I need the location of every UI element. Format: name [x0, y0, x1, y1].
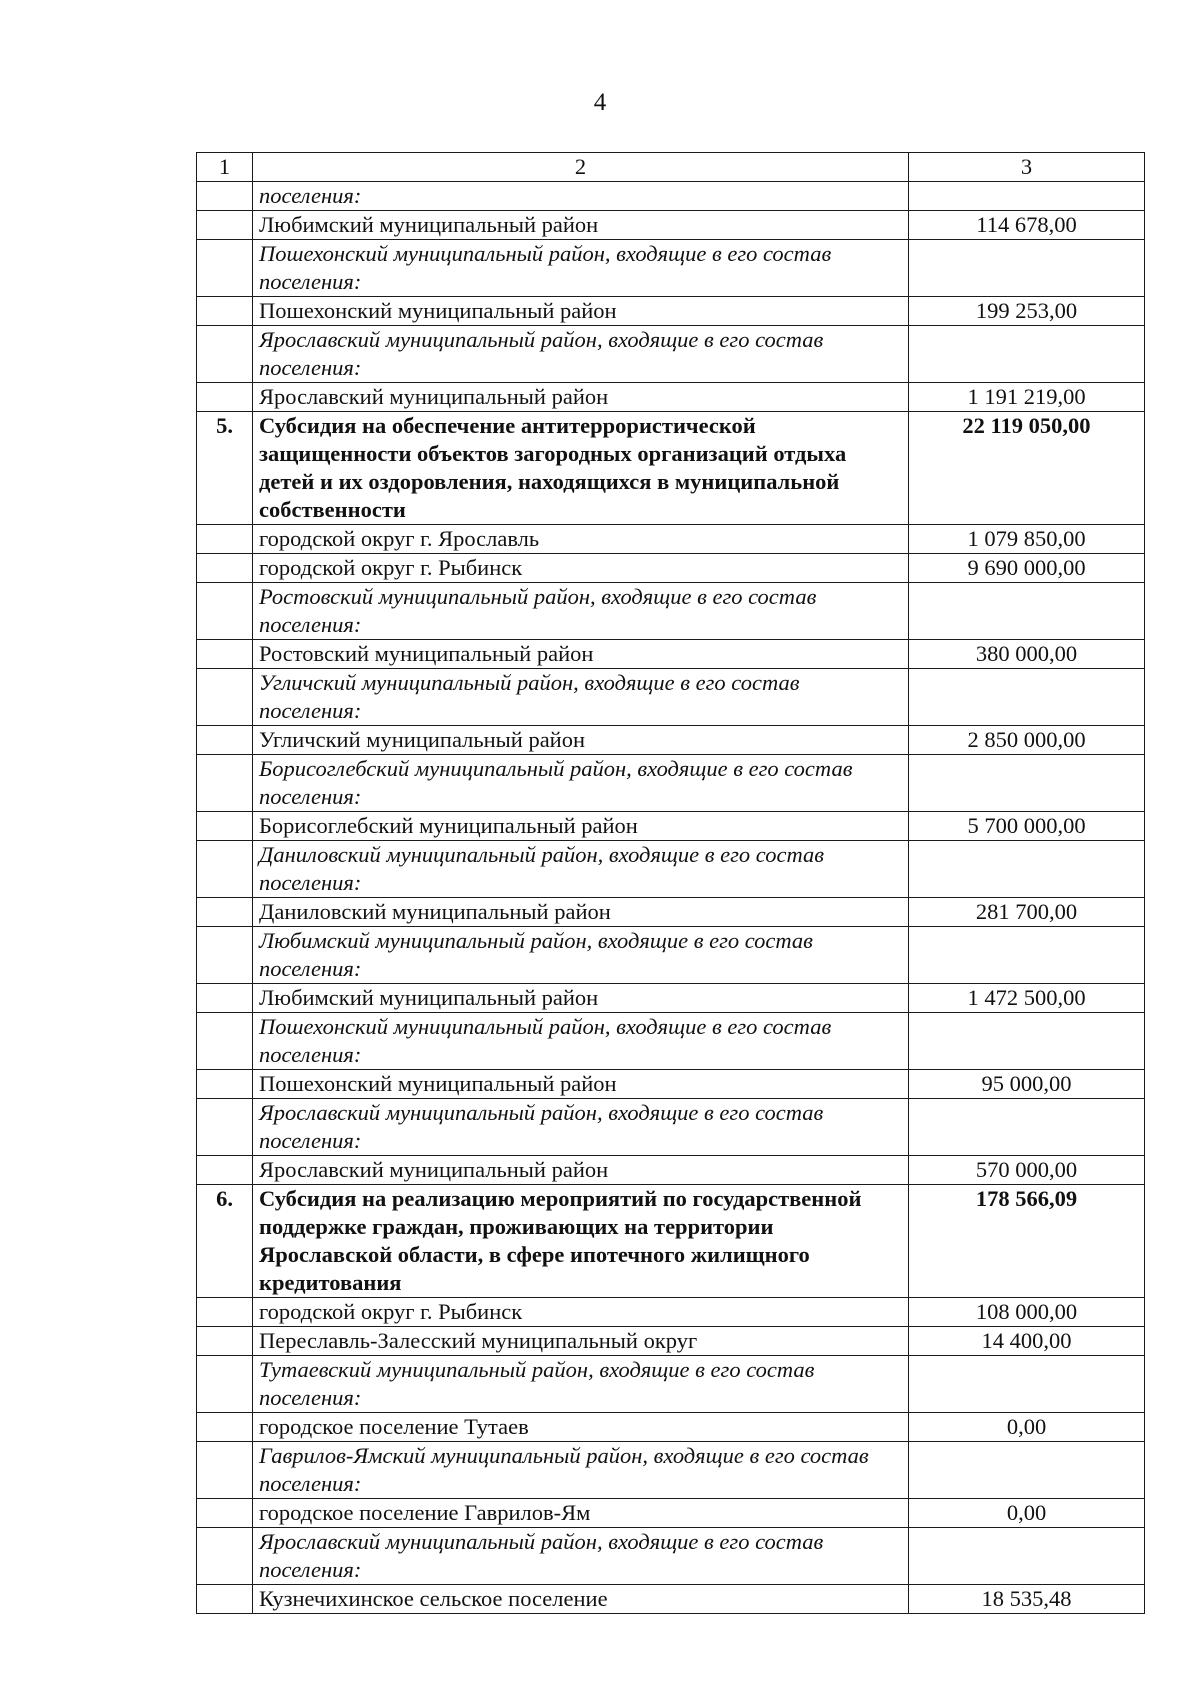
row-number	[197, 1070, 253, 1099]
row-number	[197, 211, 253, 240]
row-amount: 0,00	[909, 1499, 1145, 1528]
section-heading-row	[197, 1185, 1145, 1298]
group-caption-row	[197, 583, 1145, 640]
group-caption-row	[197, 669, 1145, 726]
row-number	[197, 640, 253, 669]
row-amount: 114 678,00	[909, 211, 1145, 240]
row-number	[197, 1413, 253, 1442]
row-name: Тутаевский муниципальный район, входящие в его состав поселения:	[253, 1356, 909, 1413]
row-number	[197, 525, 253, 554]
row-amount	[909, 1013, 1145, 1070]
row-amount: 1 472 500,00	[909, 984, 1145, 1013]
header-col-1: 1	[197, 153, 253, 182]
row-amount: 5 700 000,00	[909, 812, 1145, 841]
row-name: Ярославский муниципальный район, входящие в его состав поселения:	[253, 1099, 909, 1156]
row-amount: 9 690 000,00	[909, 554, 1145, 583]
row-name: Кузнечихинское сельское поселение	[253, 1585, 909, 1614]
row-amount	[909, 927, 1145, 984]
row-amount: 178 566,09	[909, 1185, 1145, 1298]
row-name: городской округ г. Рыбинск	[253, 554, 909, 583]
row-name: Даниловский муниципальный район	[253, 898, 909, 927]
row-number	[197, 1156, 253, 1185]
row-number	[197, 1585, 253, 1614]
row-amount	[909, 240, 1145, 297]
table-row	[197, 383, 1145, 412]
row-number	[197, 554, 253, 583]
row-amount: 22 119 050,00	[909, 412, 1145, 525]
row-amount: 1 079 850,00	[909, 525, 1145, 554]
table-row	[197, 1327, 1145, 1356]
table-header-row	[197, 153, 1145, 182]
group-caption-row	[197, 755, 1145, 812]
row-amount: 570 000,00	[909, 1156, 1145, 1185]
row-name: Субсидия на обеспечение антитеррористической защищенности объектов загородных организаций отдыха детей и их оздоровления, находящихся в муниципальной собственности	[253, 412, 909, 525]
row-name: городской округ г. Ярославль	[253, 525, 909, 554]
row-number	[197, 297, 253, 326]
row-number	[197, 1499, 253, 1528]
table-row	[197, 1156, 1145, 1185]
row-amount	[909, 326, 1145, 383]
row-name: Борисоглебский муниципальный район, входящие в его состав поселения:	[253, 755, 909, 812]
row-name: Ярославский муниципальный район, входящие в его состав поселения:	[253, 1528, 909, 1585]
group-caption-row	[197, 1356, 1145, 1413]
row-number	[197, 1442, 253, 1499]
row-number	[197, 812, 253, 841]
row-amount: 2 850 000,00	[909, 726, 1145, 755]
row-number	[197, 326, 253, 383]
row-name: Ростовский муниципальный район	[253, 640, 909, 669]
group-caption-row	[197, 1442, 1145, 1499]
group-caption-row	[197, 326, 1145, 383]
row-amount	[909, 182, 1145, 211]
table-row	[197, 812, 1145, 841]
row-name: Ярославский муниципальный район	[253, 1156, 909, 1185]
row-name: Угличский муниципальный район, входящие в его состав поселения:	[253, 669, 909, 726]
group-caption-row	[197, 927, 1145, 984]
row-name: городской округ г. Рыбинск	[253, 1298, 909, 1327]
row-number	[197, 1298, 253, 1327]
table-row	[197, 640, 1145, 669]
row-amount: 14 400,00	[909, 1327, 1145, 1356]
row-name: Любимский муниципальный район	[253, 984, 909, 1013]
row-name: Переславль-Залесский муниципальный округ	[253, 1327, 909, 1356]
row-number: 5.	[197, 412, 253, 525]
row-amount: 281 700,00	[909, 898, 1145, 927]
table-row	[197, 554, 1145, 583]
row-name: Ярославский муниципальный район, входящие в его состав поселения:	[253, 326, 909, 383]
row-amount	[909, 1099, 1145, 1156]
row-number	[197, 927, 253, 984]
row-name: Пошехонский муниципальный район	[253, 1070, 909, 1099]
group-caption-row	[197, 1528, 1145, 1585]
header-col-2: 2	[253, 153, 909, 182]
row-amount	[909, 841, 1145, 898]
row-number	[197, 669, 253, 726]
row-name: городское поселение Гаврилов-Ям	[253, 1499, 909, 1528]
row-number	[197, 1528, 253, 1585]
table-row	[197, 211, 1145, 240]
row-number	[197, 240, 253, 297]
row-amount	[909, 669, 1145, 726]
row-amount: 1 191 219,00	[909, 383, 1145, 412]
row-amount: 108 000,00	[909, 1298, 1145, 1327]
row-number	[197, 182, 253, 211]
page-number: 4	[593, 89, 607, 116]
row-name: Угличский муниципальный район	[253, 726, 909, 755]
row-number	[197, 1327, 253, 1356]
row-name: Пошехонский муниципальный район, входящие в его состав поселения:	[253, 1013, 909, 1070]
table-row	[197, 1499, 1145, 1528]
group-caption-row	[197, 182, 1145, 211]
row-amount	[909, 583, 1145, 640]
table-row	[197, 525, 1145, 554]
table-row	[197, 984, 1145, 1013]
row-name: поселения:	[253, 182, 909, 211]
row-amount	[909, 755, 1145, 812]
table-row	[197, 1585, 1145, 1614]
header-col-3: 3	[909, 153, 1145, 182]
row-name: Любимский муниципальный район, входящие в его состав поселения:	[253, 927, 909, 984]
group-caption-row	[197, 1099, 1145, 1156]
table-row	[197, 297, 1145, 326]
group-caption-row	[197, 1013, 1145, 1070]
table-row	[197, 1070, 1145, 1099]
row-name: Даниловский муниципальный район, входящие в его состав поселения:	[253, 841, 909, 898]
table-row	[197, 1298, 1145, 1327]
row-number	[197, 1356, 253, 1413]
table-row	[197, 898, 1145, 927]
row-number	[197, 726, 253, 755]
row-number	[197, 583, 253, 640]
allocation-table	[196, 152, 1145, 1614]
group-caption-row	[197, 841, 1145, 898]
row-name: городское поселение Тутаев	[253, 1413, 909, 1442]
row-name: Субсидия на реализацию мероприятий по государственной поддержке граждан, проживающих на территории Ярославской области, в сфере ипотечного жилищного кредитования	[253, 1185, 909, 1298]
row-name: Пошехонский муниципальный район	[253, 297, 909, 326]
row-number	[197, 755, 253, 812]
section-heading-row	[197, 412, 1145, 525]
row-name: Борисоглебский муниципальный район	[253, 812, 909, 841]
row-amount: 380 000,00	[909, 640, 1145, 669]
row-amount: 199 253,00	[909, 297, 1145, 326]
table-row	[197, 726, 1145, 755]
row-number	[197, 1013, 253, 1070]
row-amount	[909, 1356, 1145, 1413]
row-number	[197, 841, 253, 898]
row-number	[197, 984, 253, 1013]
row-number: 6.	[197, 1185, 253, 1298]
table-row	[197, 1413, 1145, 1442]
group-caption-row	[197, 240, 1145, 297]
table-body	[197, 182, 1145, 1614]
row-number	[197, 898, 253, 927]
row-name: Гаврилов-Ямский муниципальный район, входящие в его состав поселения:	[253, 1442, 909, 1499]
row-amount: 0,00	[909, 1413, 1145, 1442]
row-name: Ростовский муниципальный район, входящие в его состав поселения:	[253, 583, 909, 640]
row-name: Ярославский муниципальный район	[253, 383, 909, 412]
row-name: Пошехонский муниципальный район, входящие в его состав поселения:	[253, 240, 909, 297]
row-name: Любимский муниципальный район	[253, 211, 909, 240]
row-amount	[909, 1528, 1145, 1585]
row-number	[197, 1099, 253, 1156]
row-amount: 95 000,00	[909, 1070, 1145, 1099]
row-amount: 18 535,48	[909, 1585, 1145, 1614]
row-amount	[909, 1442, 1145, 1499]
row-number	[197, 383, 253, 412]
